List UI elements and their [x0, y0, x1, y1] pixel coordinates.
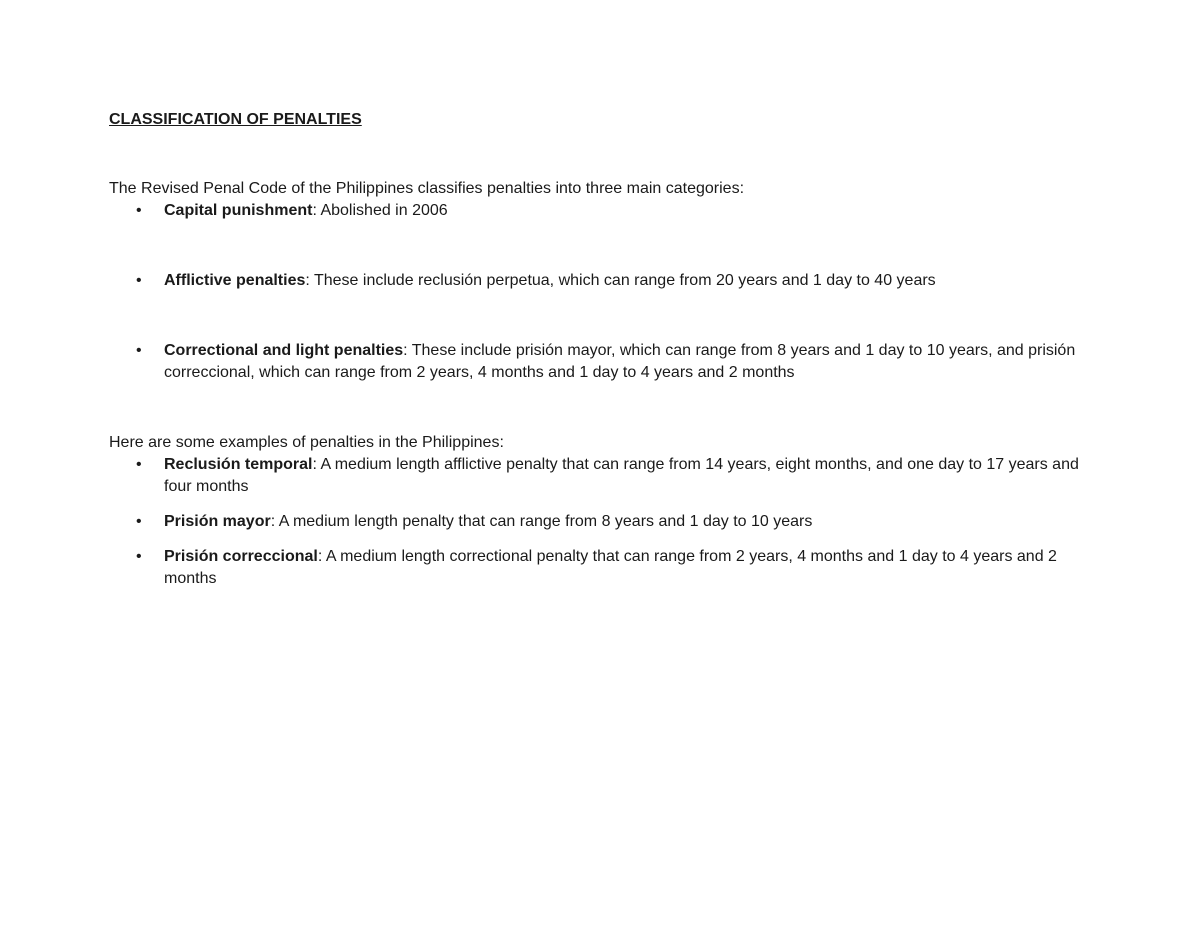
category-text: : Abolished in 2006	[312, 202, 448, 219]
bullet-icon: •	[136, 202, 142, 219]
categories-list	[109, 200, 1094, 384]
example-term: Reclusión temporal	[164, 456, 313, 473]
category-term: Afflictive penalties	[164, 272, 306, 289]
list-item	[109, 454, 1094, 498]
example-text: : A medium length afflictive penalty that can range from 14 years, eight months, and one day to 17 years and four months	[164, 456, 1079, 495]
category-term: Capital punishment	[164, 202, 313, 219]
document-heading: CLASSIFICATION OF PENALTIES	[109, 111, 362, 128]
intro-paragraph: The Revised Penal Code of the Philippines classifies penalties into three main categories:	[109, 180, 745, 197]
bullet-icon: •	[136, 548, 142, 565]
example-text: : A medium length correctional penalty that can range from 2 years, 4 months and 1 day to 4 years and 2 months	[164, 548, 1057, 587]
list-item	[109, 270, 1094, 292]
example-term: Prisión mayor	[164, 513, 271, 530]
example-text: : A medium length penalty that can range from 8 years and 1 day to 10 years	[270, 513, 813, 530]
category-term: Correctional and light penalties	[164, 342, 404, 359]
list-item	[109, 546, 1094, 590]
bullet-icon: •	[136, 342, 142, 359]
document-body	[109, 110, 1094, 590]
example-term: Prisión correccional	[164, 548, 318, 565]
list-item	[109, 511, 1094, 533]
list-item	[109, 200, 1094, 222]
list-item	[109, 340, 1094, 384]
bullet-icon: •	[136, 272, 142, 289]
bullet-icon: •	[136, 456, 142, 473]
examples-intro-paragraph: Here are some examples of penalties in the Philippines:	[109, 434, 504, 451]
category-text: : These include reclusión perpetua, which can range from 20 years and 1 day to 40 years	[305, 272, 936, 289]
examples-list	[109, 454, 1094, 590]
category-text: : These include prisión mayor, which can range from 8 years and 1 day to 10 years, and prisión correccional, which can range from 2 years, 4 months and 1 day to 4 years and 2 months	[164, 342, 1076, 381]
bullet-icon: •	[136, 513, 142, 530]
